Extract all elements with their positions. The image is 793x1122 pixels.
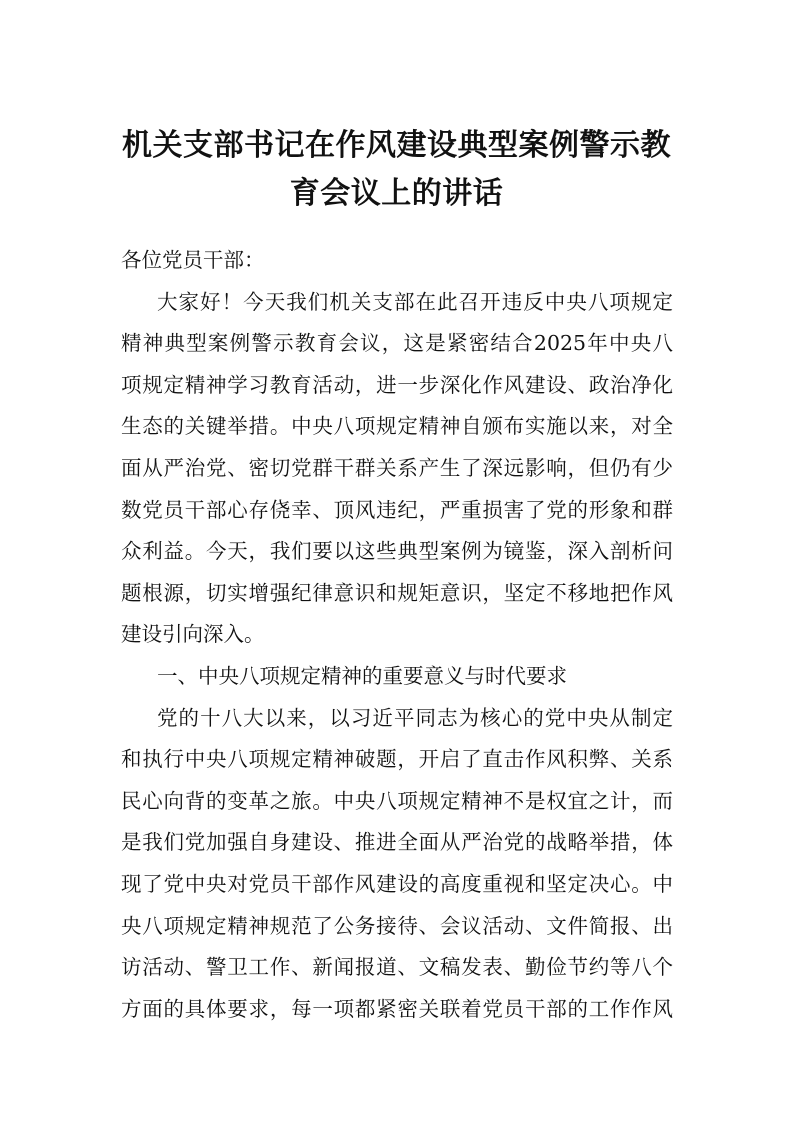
paragraph-1-line-5: 面从严治党、密切党群干群关系产生了深远影响，但仍有少 bbox=[121, 456, 673, 480]
document-title-line-2: 育会议上的讲话 bbox=[289, 176, 504, 211]
paragraph-2-line-1: 党的十八大以来，以习近平同志为核心的党中央从制定 bbox=[157, 706, 673, 730]
paragraph-1-line-3: 项规定精神学习教育活动，进一步深化作风建设、政治净化 bbox=[121, 373, 673, 397]
paragraph-1-line-7: 众利益。今天，我们要以这些典型案例为镜鉴，深入剖析问 bbox=[121, 539, 673, 563]
paragraph-1-line-9: 建设引向深入。 bbox=[121, 622, 265, 646]
paragraph-2-line-4: 是我们党加强自身建设、推进全面从严治党的战略举措，体 bbox=[121, 830, 673, 854]
paragraph-1-line-6: 数党员干部心存侥幸、顶风违纪，严重损害了党的形象和群 bbox=[121, 498, 673, 522]
salutation: 各位党员干部： bbox=[121, 248, 265, 272]
document-title-line-1: 机关支部书记在作风建设典型案例警示教 bbox=[122, 128, 671, 163]
paragraph-2-line-8: 方面的具体要求，每一项都紧密关联着党员干部的工作作风 bbox=[121, 997, 673, 1021]
paragraph-1-line-8: 题根源，切实增强纪律意识和规矩意识，坚定不移地把作风 bbox=[121, 581, 673, 605]
paragraph-2-line-7: 访活动、警卫工作、新闻报道、文稿发表、勤俭节约等八个 bbox=[121, 955, 673, 979]
paragraph-1-line-4: 生态的关键举措。中央八项规定精神自颁布实施以来，对全 bbox=[121, 414, 673, 438]
paragraph-2-line-5: 现了党中央对党员干部作风建设的高度重视和坚定决心。中 bbox=[121, 872, 673, 896]
paragraph-2-line-6: 央八项规定精神规范了公务接待、会议活动、文件简报、出 bbox=[121, 914, 673, 938]
paragraph-2-line-3: 民心向背的变革之旅。中央八项规定精神不是权宜之计，而 bbox=[121, 789, 673, 813]
paragraph-2-line-2: 和执行中央八项规定精神破题，开启了直击作风积弊、关系 bbox=[121, 747, 673, 771]
paragraph-1-line-1: 大家好！今天我们机关支部在此召开违反中央八项规定 bbox=[157, 290, 673, 314]
paragraph-1-line-2: 精神典型案例警示教育会议，这是紧密结合2025年中央八 bbox=[121, 331, 673, 355]
section-heading-1: 一、中央八项规定精神的重要意义与时代要求 bbox=[157, 664, 567, 688]
